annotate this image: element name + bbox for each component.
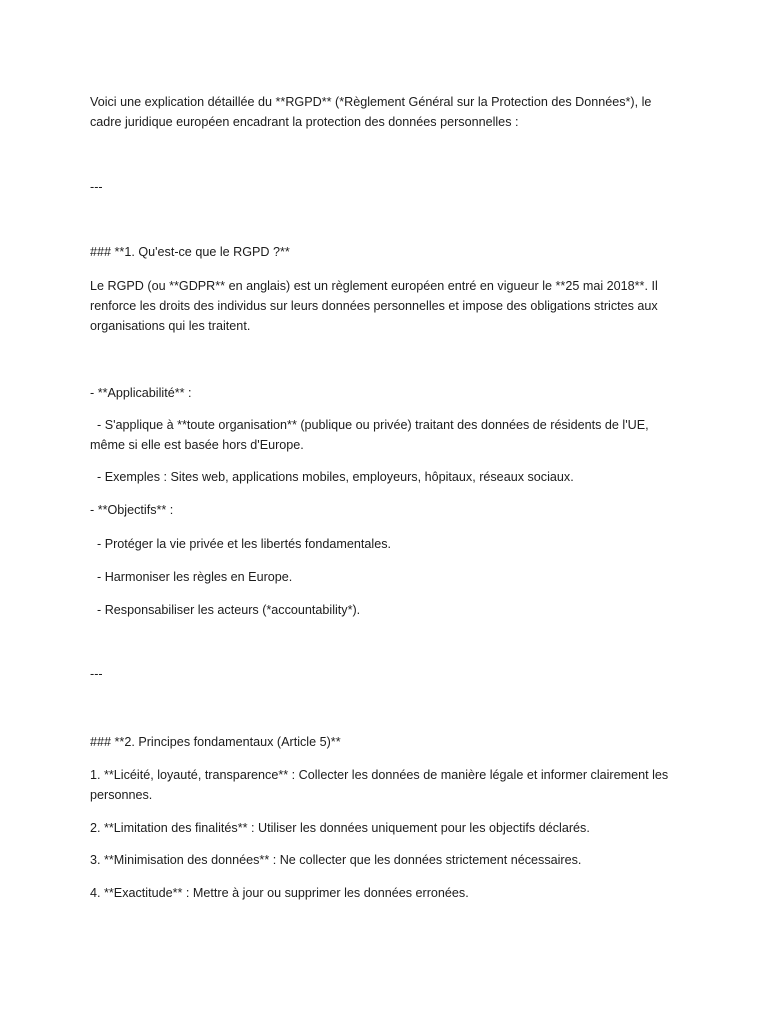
- objectifs-item: - Protéger la vie privée et les libertés fondamentales.: [90, 537, 392, 551]
- separator: ---: [90, 667, 103, 681]
- objectifs-label: - **Objectifs** :: [90, 503, 174, 517]
- principle-item: 1. **Licéité, loyauté, transparence** : Collecter les données de manière légale et informer clairement les personnes.: [90, 768, 672, 802]
- section-2-heading: ### **2. Principes fondamentaux (Article 5)**: [90, 735, 341, 749]
- applicabilite-label: - **Applicabilité** :: [90, 386, 192, 400]
- principle-item: 2. **Limitation des finalités** : Utiliser les données uniquement pour les objectifs déclarés.: [90, 821, 590, 835]
- principle-item: 4. **Exactitude** : Mettre à jour ou supprimer les données erronées.: [90, 886, 469, 900]
- principle-item: 3. **Minimisation des données** : Ne collecter que les données strictement nécessaires.: [90, 853, 582, 867]
- applicabilite-item: - Exemples : Sites web, applications mobiles, employeurs, hôpitaux, réseaux sociaux.: [90, 470, 574, 484]
- section-1-paragraph: Le RGPD (ou **GDPR** en anglais) est un règlement européen entré en vigueur le **25 mai 2018**. Il renforce les droits des individus sur leurs données personnelles et impose des obligations strictes aux organisations qui les traitent.: [90, 279, 662, 333]
- intro-paragraph: Voici une explication détaillée du **RGPD** (*Règlement Général sur la Protection des Données*), le cadre juridique européen encadrant la protection des données personnelles :: [90, 95, 655, 129]
- objectifs-item: - Harmoniser les règles en Europe.: [90, 570, 293, 584]
- objectifs-item: - Responsabiliser les acteurs (*accountability*).: [90, 603, 361, 617]
- applicabilite-item: - S'applique à **toute organisation** (publique ou privée) traitant des données de résidents de l'UE, même si elle est basée hors d'Europe.: [90, 418, 653, 452]
- section-1-heading: ### **1. Qu'est-ce que le RGPD ?**: [90, 245, 290, 259]
- separator: ---: [90, 180, 103, 194]
